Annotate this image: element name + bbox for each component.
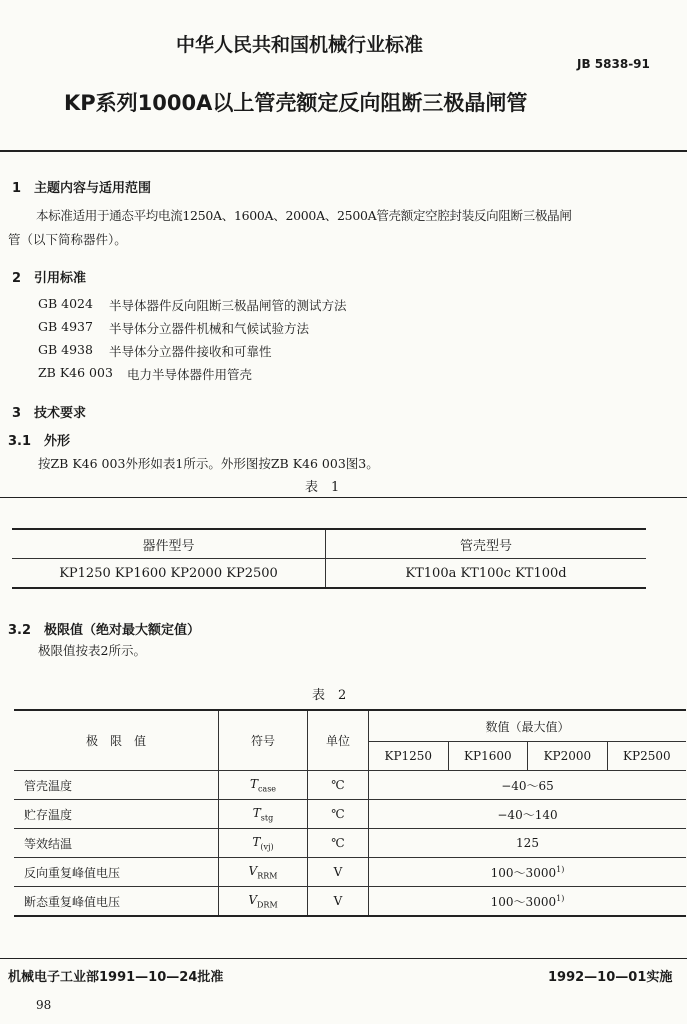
- param-unit: ℃: [308, 829, 369, 858]
- table-row: [14, 887, 686, 917]
- section-1-text-line1: 本标准适用于通态平均电流1250A、1600A、2000A、2500A管壳额定空腔封装反向阻断三极晶闸: [36, 208, 572, 223]
- param-value: −40～140: [369, 800, 687, 829]
- table-2-model-3: KP2000: [528, 742, 608, 771]
- table-1: [12, 528, 646, 589]
- param-name: 管壳温度: [14, 771, 219, 800]
- param-unit: ℃: [308, 800, 369, 829]
- table-1-separator: [0, 497, 687, 498]
- table-2-model-1: KP1250: [369, 742, 449, 771]
- param-name: 反向重复峰值电压: [14, 858, 219, 887]
- section-3-2-heading: 3.2 极限值（绝对最大额定值）: [8, 623, 201, 638]
- footer-rule: [0, 958, 687, 959]
- ref-title-3: 半导体分立器件接收和可靠性: [109, 344, 272, 359]
- table-row: [14, 858, 686, 887]
- table-1-header-case: 管壳型号: [326, 529, 647, 559]
- param-symbol: $T_{(vj)}$: [219, 829, 308, 858]
- ref-code-4: ZB K46 003: [38, 365, 113, 380]
- issuing-organization: 中华人民共和国机械行业标准: [176, 34, 424, 56]
- page-number: 98: [36, 998, 52, 1012]
- document-title: KP系列1000A以上管壳额定反向阻断三极晶闸管: [64, 91, 528, 115]
- param-value: 125: [369, 829, 687, 858]
- param-value: 100～3000$^{1)}$: [369, 858, 687, 887]
- section-3-1-text: 按ZB K46 003外形如表1所示。外形图按ZB K46 003图3。: [38, 456, 379, 471]
- section-3-1-heading: 3.1 外形: [8, 434, 71, 449]
- table-1-caption: 表 1: [305, 480, 340, 495]
- table-2-header-symbol: 符号: [219, 710, 308, 771]
- ref-title-4: 电力半导体器件用管壳: [127, 367, 253, 382]
- table-2-header-param: 极 限 值: [14, 710, 219, 771]
- table-row: [14, 800, 686, 829]
- implementation-date: 1992—10—01实施: [548, 970, 673, 985]
- section-3-2-text: 极限值按表2所示。: [38, 643, 146, 658]
- table-1-header-device: 器件型号: [12, 529, 326, 559]
- param-symbol: $V_{DRM}$: [219, 887, 308, 917]
- ref-code-2: GB 4937: [38, 319, 93, 334]
- approval-date: 机械电子工业部1991—10—24批准: [8, 970, 224, 985]
- table-2-header-values: 数值（最大值）: [369, 710, 687, 742]
- section-1-heading: 1 主题内容与适用范围: [12, 181, 152, 196]
- param-unit: V: [308, 887, 369, 917]
- param-value: 100～3000$^{1)}$: [369, 887, 687, 917]
- header-rule: [0, 150, 687, 152]
- table-row: [14, 771, 686, 800]
- param-name: 断态重复峰值电压: [14, 887, 219, 917]
- section-3-heading: 3 技术要求: [12, 406, 87, 421]
- param-name: 贮存温度: [14, 800, 219, 829]
- table-1-device-models: KP1250 KP1600 KP2000 KP2500: [12, 559, 326, 589]
- table-2: [14, 709, 686, 917]
- standard-code: JB 5838-91: [577, 57, 650, 71]
- param-name: 等效结温: [14, 829, 219, 858]
- table-1-case-models: KT100a KT100c KT100d: [326, 559, 647, 589]
- table-2-model-4: KP2500: [607, 742, 686, 771]
- section-1-text-line2: 管（以下简称器件）。: [8, 232, 127, 247]
- ref-code-1: GB 4024: [38, 296, 93, 311]
- param-unit: ℃: [308, 771, 369, 800]
- param-unit: V: [308, 858, 369, 887]
- table-row: [14, 829, 686, 858]
- param-symbol: $V_{RRM}$: [219, 858, 308, 887]
- param-symbol: $T_{stg}$: [219, 800, 308, 829]
- ref-title-2: 半导体分立器件机械和气候试验方法: [109, 321, 310, 336]
- ref-title-1: 半导体器件反向阻断三极晶闸管的测试方法: [109, 298, 347, 313]
- ref-code-3: GB 4938: [38, 342, 93, 357]
- table-2-caption: 表 2: [312, 688, 347, 703]
- param-value: −40～65: [369, 771, 687, 800]
- table-2-header-unit: 单位: [308, 710, 369, 771]
- section-2-heading: 2 引用标准: [12, 271, 87, 286]
- param-symbol: $T_{case}$: [219, 771, 308, 800]
- table-2-model-2: KP1600: [448, 742, 528, 771]
